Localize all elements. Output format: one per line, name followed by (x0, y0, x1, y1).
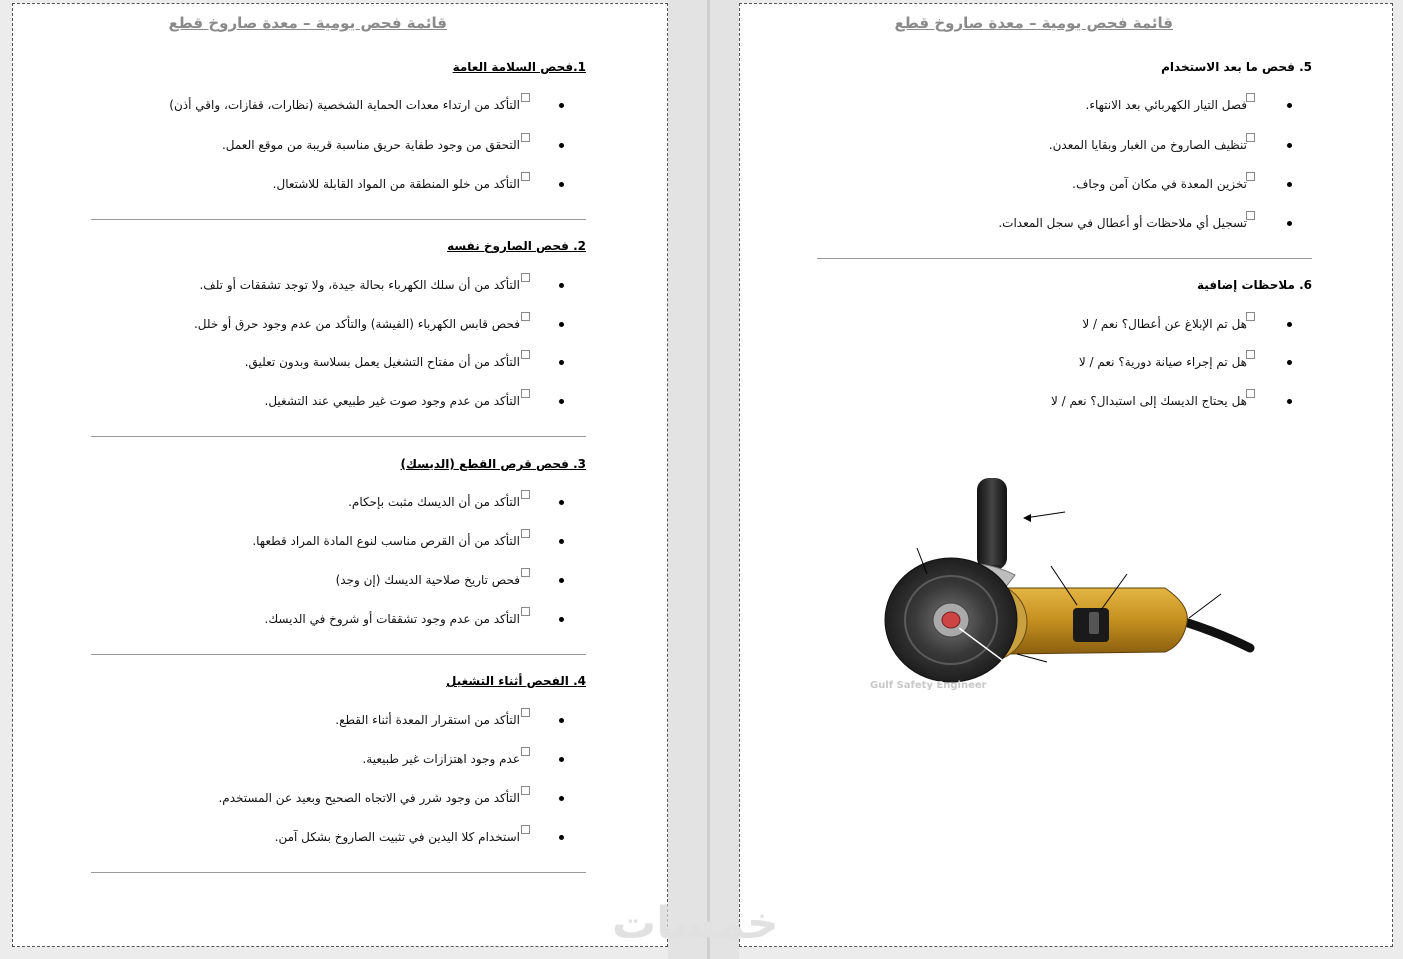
checklist-item: تسجيل أي ملاحظات أو أعطال في سجل المعدات. (880, 216, 1300, 236)
section-title: 6. ملاحظات إضافية (1197, 278, 1312, 292)
bullet (559, 539, 564, 544)
page-gutter (668, 0, 739, 959)
bullet (1287, 322, 1292, 327)
bullet (559, 718, 564, 723)
bullet (559, 399, 564, 404)
checkbox[interactable] (521, 747, 530, 756)
checklist-item: التأكد من أن مفتاح التشغيل يعمل بسلاسة وبدون تعليق. (150, 355, 570, 375)
checkbox[interactable] (521, 825, 530, 834)
checklist-item: التأكد من استقرار المعدة أثناء القطع. (150, 713, 570, 733)
checklist-item: التأكد من ارتداء معدات الحماية الشخصية (نظارات، قفازات، واقي أذن) (150, 98, 570, 118)
checklist-item: التأكد من عدم وجود تشققات أو شروخ في الديسك. (150, 612, 570, 632)
bullet (559, 796, 564, 801)
bullet (559, 103, 564, 108)
page-title: قائمة فحص يومية – معدة صاروخ قطع (894, 14, 1173, 32)
checklist-item: التأكد من عدم وجود صوت غير طبيعي عند التشغيل. (150, 394, 570, 414)
checkbox[interactable] (1246, 211, 1255, 220)
page-title: قائمة فحص يومية – معدة صاروخ قطع (168, 14, 447, 32)
bullet (559, 500, 564, 505)
bullet (559, 322, 564, 327)
checkbox[interactable] (1246, 172, 1255, 181)
checklist-item: التأكد من أن الديسك مثبت بإحكام. (150, 495, 570, 515)
checklist-item: التأكد من وجود شرر في الاتجاه الصحيح وبعيد عن المستخدم. (150, 791, 570, 811)
section-title: 4. الفحص أثناء التشغيل (446, 674, 586, 688)
checkbox[interactable] (521, 490, 530, 499)
checklist-item: فصل التيار الكهربائي بعد الانتهاء. (880, 98, 1300, 118)
checkbox[interactable] (1246, 93, 1255, 102)
bullet (1287, 221, 1292, 226)
section-divider (91, 219, 586, 220)
checkbox[interactable] (521, 708, 530, 717)
checkbox[interactable] (521, 389, 530, 398)
checklist-item: فحص قابس الكهرباء (الفيشة) والتأكد من عدم وجود حرق أو خلل. (150, 317, 570, 337)
image-caption: Gulf Safety Engineer (870, 680, 987, 691)
section-divider (817, 258, 1312, 259)
checkbox[interactable] (521, 133, 530, 142)
bullet (1287, 182, 1292, 187)
bullet (1287, 143, 1292, 148)
section-title: 5. فحص ما بعد الاستخدام (1161, 60, 1312, 74)
bullet (559, 182, 564, 187)
checkbox[interactable] (521, 607, 530, 616)
checkbox[interactable] (1246, 133, 1255, 142)
checkbox[interactable] (1246, 389, 1255, 398)
checkbox[interactable] (1246, 350, 1255, 359)
bullet (559, 143, 564, 148)
gutter-divider (707, 0, 710, 959)
bullet (1287, 399, 1292, 404)
section-divider (91, 654, 586, 655)
checklist-item: التأكد من أن سلك الكهرباء بحالة جيدة، ولا توجد تشققات أو تلف. (150, 278, 570, 298)
checkbox[interactable] (521, 172, 530, 181)
checkbox[interactable] (521, 568, 530, 577)
bullet (559, 757, 564, 762)
checklist-item: تنظيف الصاروخ من الغبار وبقايا المعدن. (880, 138, 1300, 158)
section-title: 1.فحص السلامة العامة (452, 60, 586, 74)
checkbox[interactable] (521, 273, 530, 282)
bullet (559, 578, 564, 583)
checklist-item: عدم وجود اهتزازات غير طبيعية. (150, 752, 570, 772)
bullet (559, 360, 564, 365)
checkbox[interactable] (521, 312, 530, 321)
checkbox[interactable] (521, 350, 530, 359)
checklist-item: التأكد من أن القرص مناسب لنوع المادة المراد قطعها. (150, 534, 570, 554)
bullet (1287, 103, 1292, 108)
section-title: 2. فحص الصاروخ نفسه (447, 239, 586, 253)
site-watermark: خمسات (612, 898, 779, 949)
section-divider (91, 436, 586, 437)
checkbox[interactable] (521, 529, 530, 538)
section-divider (91, 872, 586, 873)
angle-grinder-image (865, 470, 1265, 695)
checklist-item: هل يحتاج الديسك إلى استبدال؟ نعم / لا (880, 394, 1300, 414)
bullet (1287, 360, 1292, 365)
checklist-item: هل تم الإبلاغ عن أعطال؟ نعم / لا (880, 317, 1300, 337)
checklist-item: التحقق من وجود طفاية حريق مناسبة قريبة من موقع العمل. (150, 138, 570, 158)
bullet (559, 617, 564, 622)
checklist-item: استخدام كلا اليدين في تثبيت الصاروخ بشكل آمن. (150, 830, 570, 850)
checkbox[interactable] (521, 786, 530, 795)
checklist-item: تخزين المعدة في مكان آمن وجاف. (880, 177, 1300, 197)
checklist-item: التأكد من خلو المنطقة من المواد القابلة للاشتعال. (150, 177, 570, 197)
section-title: 3. فحص قرص القطع (الديسك) (400, 457, 586, 471)
checklist-item: فحص تاريخ صلاحية الديسك (إن وجد) (150, 573, 570, 593)
checklist-item: هل تم إجراء صيانة دورية؟ نعم / لا (880, 355, 1300, 375)
bullet (559, 283, 564, 288)
checkbox[interactable] (1246, 312, 1255, 321)
bullet (559, 835, 564, 840)
checkbox[interactable] (521, 93, 530, 102)
